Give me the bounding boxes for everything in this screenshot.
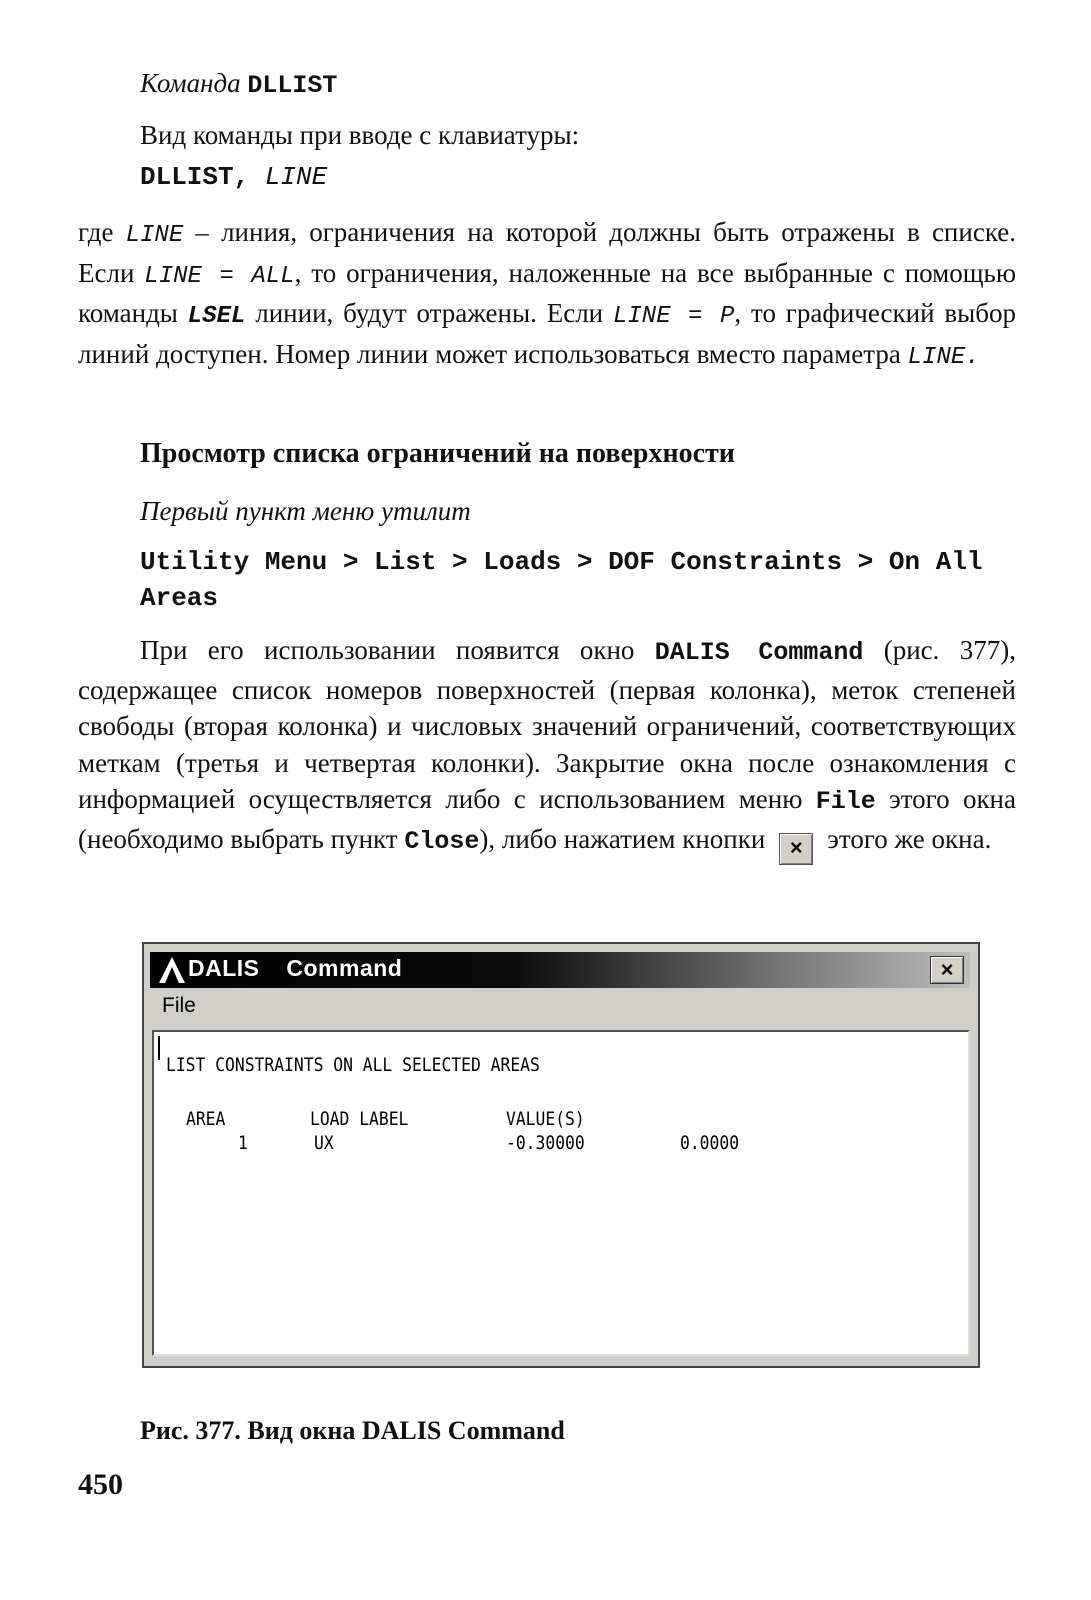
menu-item-file[interactable]: File: [162, 994, 196, 1017]
column-header-values: VALUE(S): [506, 1108, 585, 1130]
dalis-command-window: [142, 942, 980, 1368]
command-syntax: [140, 162, 327, 192]
command-caption: [140, 68, 337, 100]
syntax-argument: LINE: [264, 162, 328, 192]
paragraph-window-description: При его использовании появится окно DALIS Command (рис. 377), содержащее список номеров поверхностей (первая колонка), меток степеней свободы (вторая колонка) и числовых значений ограничений, соответствующих меткам (третья и четвертая колонки). Закрытие окна после ознакомления с информацией осуществляется либо с использованием меню File этого окна (необходимо выбрать пункт Close), либо нажатием кнопки × этого же окна.: [78, 632, 1016, 865]
row-label: UX: [314, 1132, 334, 1154]
keyboard-input-line: Вид команды при вводе с клавиатуры:: [140, 120, 580, 150]
window-titlebar[interactable]: [150, 952, 970, 988]
text-caret: [158, 1036, 160, 1060]
listing-text-area[interactable]: [152, 1030, 970, 1356]
row-area: 1: [238, 1132, 248, 1154]
command-caption-name: DLLIST: [247, 71, 338, 100]
row-value-2: 0.0000: [680, 1132, 740, 1154]
window-title: DALIS Command: [188, 955, 403, 981]
figure-caption: Рис. 377. Вид окна DALIS Command: [140, 1416, 565, 1445]
page-number: 450: [78, 1468, 123, 1501]
close-icon[interactable]: ×: [930, 956, 964, 984]
inline-close-icon: ×: [779, 833, 813, 865]
ansys-logo-icon: [156, 954, 188, 986]
section-heading: Просмотр списка ограничений на поверхности: [140, 438, 735, 469]
command-caption-label: Команда: [140, 68, 241, 98]
paragraph-line-description: где LINE – линия, ограничения на которой должны быть отражены в списке. Если LINE = ALL, то ограничения, наложенные на все выбранные с помощью команды LSEL линии, будут отражены. Если LINE = P, то графический выбор линий доступен. Номер линии может использоваться вместо параметра LINE.: [78, 217, 1016, 371]
syntax-command: DLLIST,: [140, 162, 250, 192]
row-value-1: -0.30000: [506, 1132, 585, 1154]
listing-header: LIST CONSTRAINTS ON ALL SELECTED AREAS: [166, 1054, 540, 1076]
column-header-load-label: LOAD LABEL: [310, 1108, 409, 1130]
menu-path: Utility Menu > List > Loads > DOF Constraints > On All Areas: [140, 547, 983, 613]
column-header-area: AREA: [186, 1108, 226, 1130]
window-menubar: [150, 990, 970, 1022]
menu-caption: Первый пункт меню утилит: [140, 496, 471, 526]
